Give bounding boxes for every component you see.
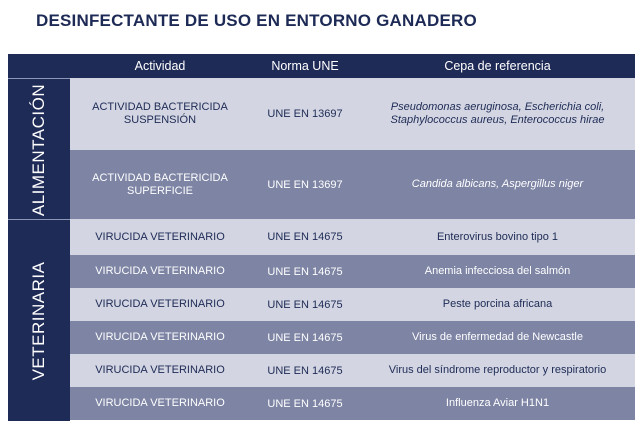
norm-cell: UNE EN 13697 xyxy=(267,178,343,191)
strain-cell: Enterovirus bovino tipo 1 xyxy=(436,230,559,243)
table-row xyxy=(70,78,635,150)
norm-cell: UNE EN 14675 xyxy=(267,331,343,344)
strain-cell: Peste porcina africana xyxy=(442,298,553,310)
group-label-text: ALIMENTACIÓN xyxy=(29,83,48,216)
activity-cell: VIRUCIDA VETERINARIO xyxy=(95,298,225,310)
table-row xyxy=(70,387,635,420)
table-row xyxy=(70,354,635,387)
column-header-strain: Cepa de referencia xyxy=(444,59,551,73)
strain-cell: Influenza Aviar H1N1 xyxy=(445,397,550,409)
table-row xyxy=(70,150,635,219)
norm-cell: UNE EN 14675 xyxy=(267,265,343,278)
table-row xyxy=(70,255,635,288)
group-label-alimentacion xyxy=(8,78,70,220)
column-header-activity: Actividad xyxy=(134,59,186,73)
strain-cell: Virus del síndrome reproductor y respiratorio xyxy=(388,364,607,376)
column-header-norm: Norma UNE xyxy=(271,59,339,73)
group-label-veterinaria xyxy=(8,219,70,421)
norm-cell: UNE EN 14675 xyxy=(267,364,343,377)
activity-cell: VIRUCIDA VETERINARIO xyxy=(95,364,225,376)
activity-cell: ACTIVIDAD BACTERICIDA SUPERFICIE xyxy=(92,171,228,197)
activity-cell: VIRUCIDA VETERINARIO xyxy=(95,230,225,243)
strain-cell: Anemia infecciosa del salmón xyxy=(424,265,571,277)
strain-cell: Virus de enfermedad de Newcastle xyxy=(411,331,583,343)
norm-cell: UNE EN 13697 xyxy=(267,108,343,120)
norm-cell: UNE EN 14675 xyxy=(267,397,343,410)
table-row xyxy=(70,321,635,354)
strain-cell: Candida albicans, Aspergillus niger xyxy=(411,178,584,190)
group-label-text: VETERINARIA xyxy=(29,261,48,380)
norm-cell: UNE EN 14675 xyxy=(267,298,343,311)
page-title: DESINFECTANTE DE USO EN ENTORNO GANADERO xyxy=(36,11,477,30)
table-row xyxy=(70,219,635,255)
strain-cell: Pseudomonas aeruginosa, Escherichia coli, Staphylococcus aureus, Enterococcus hirae xyxy=(390,101,605,126)
activity-cell: VIRUCIDA VETERINARIO xyxy=(95,397,225,409)
norm-cell: UNE EN 14675 xyxy=(267,231,343,243)
activity-cell: VIRUCIDA VETERINARIO xyxy=(95,331,225,343)
activity-cell: ACTIVIDAD BACTERICIDA SUSPENSIÓN xyxy=(92,101,228,126)
table-header xyxy=(8,54,635,78)
table-row xyxy=(70,288,635,321)
activity-cell: VIRUCIDA VETERINARIO xyxy=(95,265,225,277)
